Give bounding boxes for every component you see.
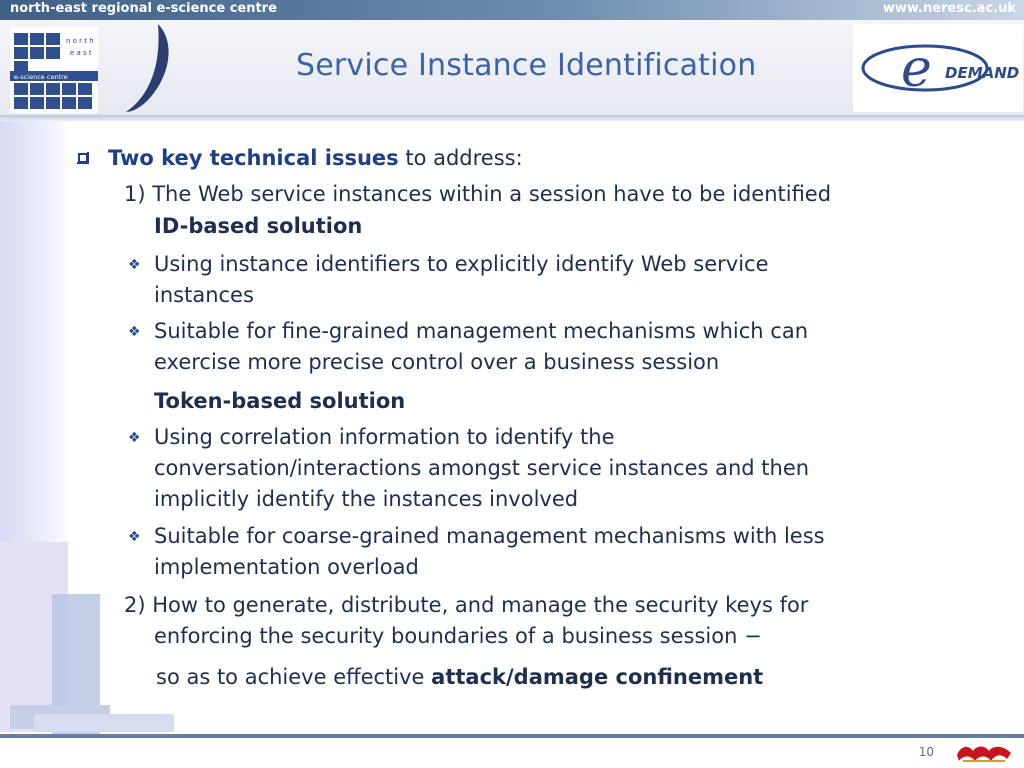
id-item-1-line-2: instances: [154, 283, 254, 307]
footer-lion-logo: [955, 741, 1013, 765]
token-item-1-line-3: implicitly identify the instances involved: [154, 487, 579, 511]
issue-two-line-3: [156, 664, 763, 690]
organization-name: north-east regional e-science centre: [10, 1, 277, 16]
diamond-bullet-icon: ❖: [128, 324, 141, 340]
footer-divider: [0, 734, 1024, 738]
id-item-2-line-1: Suitable for fine-grained management mechanisms which can: [154, 319, 809, 343]
id-item-1-line-1: Using instance identifiers to explicitly identify Web service: [154, 252, 769, 276]
token-item-2-line-1: Suitable for coarse-grained management mechanisms with less: [154, 524, 825, 548]
token-item-1-line-1: Using correlation information to identify the: [154, 425, 615, 449]
square-bullet-icon: [78, 153, 88, 163]
diamond-bullet-icon: ❖: [128, 430, 141, 446]
id-solution-heading: ID-based solution: [154, 214, 363, 238]
swoosh-graphic: [118, 22, 178, 114]
main-bullet-text: to address:: [398, 146, 523, 170]
svg-text:e-science centre: e-science centre: [14, 73, 68, 81]
main-bullet: [108, 145, 523, 171]
token-solution-heading: Token-based solution: [154, 389, 406, 413]
page-number: 10: [918, 745, 934, 759]
svg-text:e: e: [901, 39, 932, 99]
website-url: www.neresc.ac.uk: [882, 1, 1016, 16]
top-banner: [0, 0, 1024, 20]
decoration-block: [34, 714, 174, 732]
edemand-logo: [853, 24, 1023, 112]
main-bullet-emphasis: Two key technical issues: [108, 146, 399, 170]
diamond-bullet-icon: ❖: [128, 257, 141, 273]
issue-two-line-3-text: so as to achieve effective: [156, 665, 432, 689]
slide-title: Service Instance Identification: [296, 48, 757, 83]
diamond-bullet-icon: ❖: [128, 529, 141, 545]
header-divider: [0, 115, 1024, 121]
token-item-1-line-2: conversation/interactions amongst service instances and then: [154, 456, 810, 480]
neresc-logo: [10, 27, 98, 113]
issue-two-line-1: 2) How to generate, distribute, and manage the security keys for: [124, 593, 809, 617]
issue-one: 1) The Web service instances within a session have to be identified: [124, 182, 832, 206]
svg-text:e a s t: e a s t: [70, 49, 92, 57]
issue-two-emphasis: attack/damage confinement: [431, 665, 764, 689]
token-item-2-line-2: implementation overload: [154, 555, 419, 579]
svg-text:n o r t h: n o r t h: [66, 37, 94, 45]
left-decoration: [0, 121, 70, 546]
id-item-2-line-2: exercise more precise control over a business session: [154, 350, 720, 374]
issue-two-line-2: enforcing the security boundaries of a business session −: [154, 624, 762, 648]
svg-text:DEMAND: DEMAND: [945, 64, 1020, 82]
